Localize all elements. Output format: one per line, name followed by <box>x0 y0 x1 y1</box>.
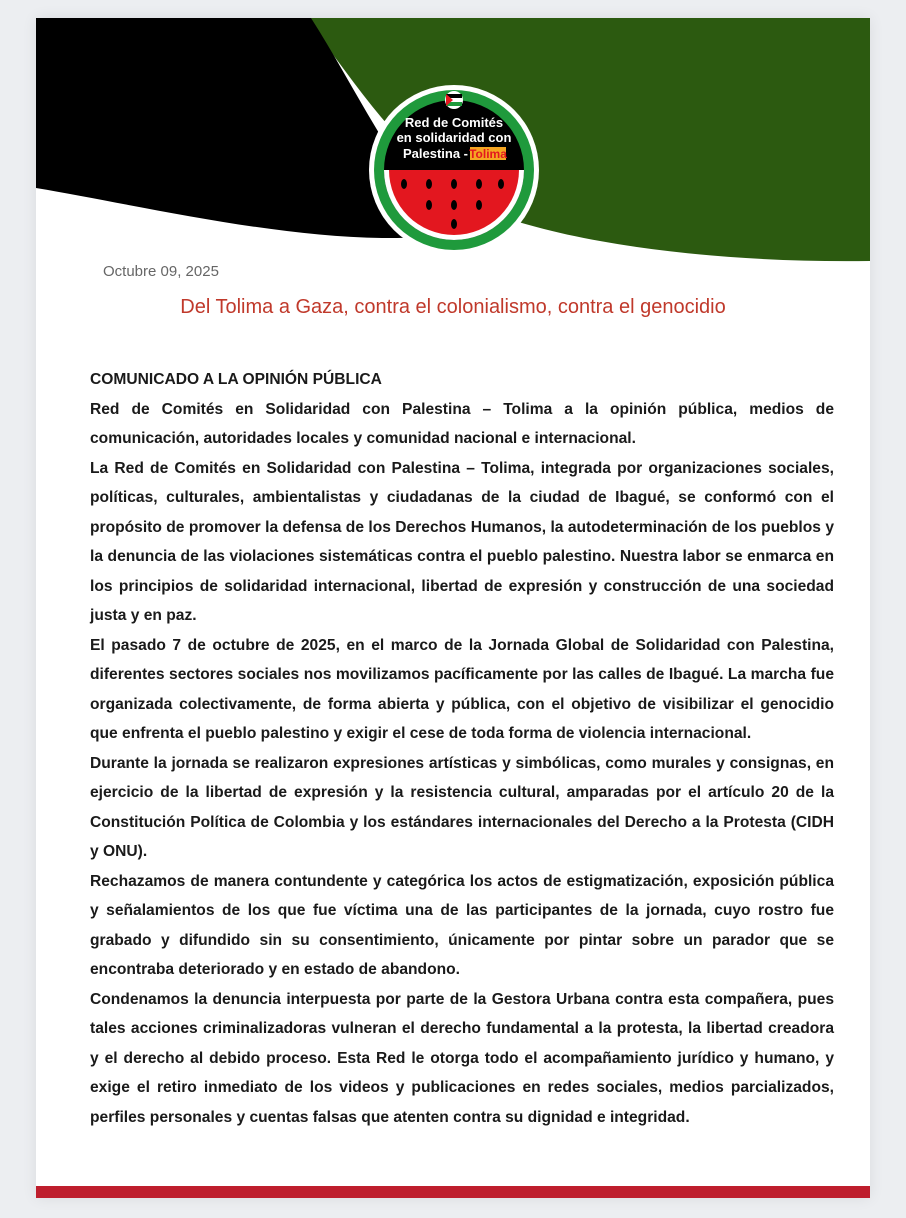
paragraph: La Red de Comités en Solidaridad con Palestina – Tolima, integrada por organizaciones sociales, políticas, culturales, ambientalistas y ciudadanas de la ciudad de Ibagué, se conformó con el propósito de promover la defensa de los Derechos Humanos, la autodeterminación de los pueblos y la denuncia de las violaciones sistemáticas contra el pueblo palestino. Nuestra labor se enmarca en los principios de solidaridad internacional, libertad de expresión y construcción de una sociedad justa y en paz. <box>90 459 834 624</box>
paragraph: El pasado 7 de octubre de 2025, en el marco de la Jornada Global de Solidaridad con Palestina, diferentes sectores sociales nos movilizamos pacíficamente por las calles de Ibagué. La marcha fue organizada colectivamente, de forma abierta y pública, con el objetivo de visibilizar el genocidio que enfrenta el pueblo palestino y exigir el cese de toda forma de violencia internacional. <box>90 636 834 742</box>
heading: COMUNICADO A LA OPINIÓN PÚBLICA <box>90 371 382 388</box>
paragraph: Rechazamos de manera contundente y categórica los actos de estigmatización, exposición pública y señalamientos de los que fue víctima una de las participantes de la jornada, cuyo rostro fue grabado y difundido sin su consentimiento, únicamente por pintar sobre un parador que se encontraba deteriorado y en estado de abandono. <box>90 872 834 978</box>
logo-line2: en solidaridad con <box>396 130 512 145</box>
paragraph: Red de Comités en Solidaridad con Palestina – Tolima a la opinión pública, medios de comunicación, autoridades locales y comunidad nacional e internacional. <box>90 400 834 447</box>
document-title: Del Tolima a Gaza, contra el colonialismo, contra el genocidio <box>180 296 726 318</box>
paragraph: Durante la jornada se realizaron expresiones artísticas y simbólicas, como murales y consignas, en ejercicio de la libertad de expresión y la resistencia cultural, amparadas por el artículo 20 de la Constitución Política de Colombia y los estándares internacionales del Derecho a la Protesta (CIDH y ONU). <box>90 754 834 860</box>
paragraph: Condenamos la denuncia interpuesta por parte de la Gestora Urbana contra esta compañera, pues tales acciones criminalizadoras vulneran el derecho fundamental a la protesta, la libertad creadora y el derecho al debido proceso. Esta Red le otorga todo el acompañamiento jurídico y humano, y exige el retiro inmediato de los videos y publicaciones en redes sociales, medios parcializados, perfiles personales y cuentas falsas que atenten contra su dignidad e integridad. <box>90 990 834 1126</box>
logo <box>368 84 540 256</box>
logo-line3: Palestina - <box>402 146 468 161</box>
footer-band <box>36 1186 870 1198</box>
logo-line1: Red de Comités <box>404 115 504 130</box>
logo-highlight: Tolima <box>469 147 507 161</box>
document-body <box>90 365 834 1132</box>
document-date: Octubre 09, 2025 <box>103 263 219 280</box>
document-page <box>36 18 870 1198</box>
